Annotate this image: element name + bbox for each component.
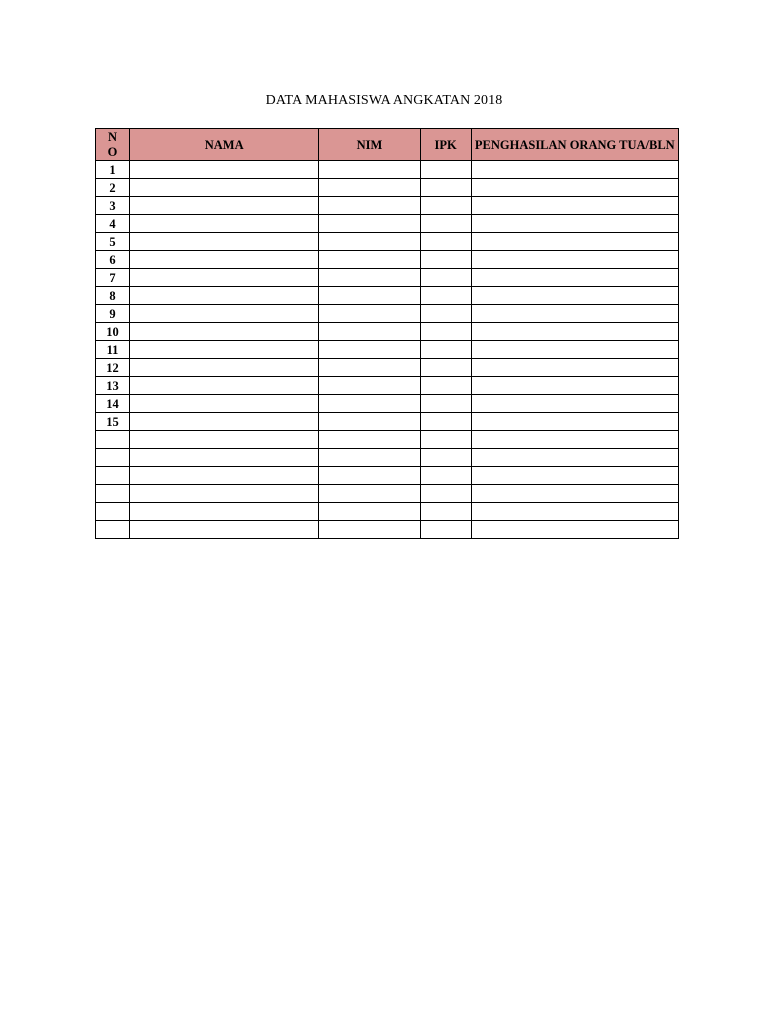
cell-no: 9 xyxy=(96,305,130,323)
cell-nim xyxy=(319,251,420,269)
table-row xyxy=(96,413,679,431)
cell-penghasilan xyxy=(471,521,678,539)
cell-no: 3 xyxy=(96,197,130,215)
cell-ipk xyxy=(420,161,471,179)
cell-ipk xyxy=(420,359,471,377)
cell-nim xyxy=(319,233,420,251)
cell-ipk xyxy=(420,197,471,215)
cell-nama xyxy=(130,251,319,269)
cell-penghasilan xyxy=(471,359,678,377)
page-title: DATA MAHASISWA ANGKATAN 2018 xyxy=(265,93,503,108)
cell-nim xyxy=(319,485,420,503)
cell-no: 4 xyxy=(96,215,130,233)
cell-nim xyxy=(319,215,420,233)
cell-nim xyxy=(319,287,420,305)
cell-no xyxy=(96,521,130,539)
cell-nim xyxy=(319,413,420,431)
cell-nim xyxy=(319,161,420,179)
cell-penghasilan xyxy=(471,323,678,341)
cell-nim xyxy=(319,359,420,377)
table-row xyxy=(96,377,679,395)
cell-penghasilan xyxy=(471,449,678,467)
cell-penghasilan xyxy=(471,287,678,305)
cell-no: 15 xyxy=(96,413,130,431)
cell-nama xyxy=(130,431,319,449)
cell-penghasilan xyxy=(471,467,678,485)
cell-penghasilan xyxy=(471,395,678,413)
cell-penghasilan xyxy=(471,503,678,521)
cell-ipk xyxy=(420,323,471,341)
cell-ipk xyxy=(420,449,471,467)
cell-ipk xyxy=(420,395,471,413)
column-header-no xyxy=(96,129,130,161)
cell-penghasilan xyxy=(471,431,678,449)
cell-penghasilan xyxy=(471,341,678,359)
cell-nim xyxy=(319,269,420,287)
cell-nim xyxy=(319,503,420,521)
cell-nim xyxy=(319,467,420,485)
cell-nama xyxy=(130,467,319,485)
cell-nama xyxy=(130,269,319,287)
cell-no: 8 xyxy=(96,287,130,305)
column-header-penghasilan: PENGHASILAN ORANG TUA/BLN xyxy=(471,129,678,161)
cell-ipk xyxy=(420,503,471,521)
cell-nim xyxy=(319,197,420,215)
table-row xyxy=(96,233,679,251)
cell-nim xyxy=(319,449,420,467)
cell-nim xyxy=(319,431,420,449)
cell-nama xyxy=(130,305,319,323)
cell-nama xyxy=(130,395,319,413)
cell-nama xyxy=(130,323,319,341)
cell-ipk xyxy=(420,251,471,269)
cell-penghasilan xyxy=(471,161,678,179)
column-header-nim: NIM xyxy=(319,129,420,161)
cell-no xyxy=(96,485,130,503)
cell-no: 14 xyxy=(96,395,130,413)
cell-nim xyxy=(319,179,420,197)
cell-nim xyxy=(319,341,420,359)
cell-ipk xyxy=(420,521,471,539)
cell-ipk xyxy=(420,341,471,359)
cell-no: 5 xyxy=(96,233,130,251)
cell-nama xyxy=(130,485,319,503)
cell-penghasilan xyxy=(471,179,678,197)
cell-nama xyxy=(130,503,319,521)
cell-nim xyxy=(319,395,420,413)
cell-nim xyxy=(319,377,420,395)
cell-penghasilan xyxy=(471,197,678,215)
table-row xyxy=(96,521,679,539)
cell-ipk xyxy=(420,305,471,323)
cell-nama xyxy=(130,521,319,539)
cell-penghasilan xyxy=(471,233,678,251)
table-row xyxy=(96,215,679,233)
cell-no: 7 xyxy=(96,269,130,287)
table-row xyxy=(96,485,679,503)
cell-penghasilan xyxy=(471,269,678,287)
cell-nama xyxy=(130,413,319,431)
cell-ipk xyxy=(420,233,471,251)
table-row xyxy=(96,395,679,413)
cell-ipk xyxy=(420,179,471,197)
table-row xyxy=(96,341,679,359)
cell-penghasilan xyxy=(471,215,678,233)
cell-nama xyxy=(130,197,319,215)
cell-ipk xyxy=(420,485,471,503)
table-row xyxy=(96,179,679,197)
table-row xyxy=(96,503,679,521)
table-row xyxy=(96,197,679,215)
table-header-row xyxy=(96,129,679,161)
cell-nama xyxy=(130,449,319,467)
table-row xyxy=(96,359,679,377)
cell-ipk xyxy=(420,269,471,287)
cell-nim xyxy=(319,323,420,341)
cell-nama xyxy=(130,287,319,305)
column-header-nama: NAMA xyxy=(130,129,319,161)
cell-nama xyxy=(130,215,319,233)
cell-no xyxy=(96,449,130,467)
cell-nama xyxy=(130,359,319,377)
cell-ipk xyxy=(420,377,471,395)
table-row xyxy=(96,323,679,341)
cell-nim xyxy=(319,521,420,539)
table-row xyxy=(96,467,679,485)
cell-no: 2 xyxy=(96,179,130,197)
cell-no: 10 xyxy=(96,323,130,341)
table-row xyxy=(96,449,679,467)
table-row xyxy=(96,431,679,449)
cell-no: 11 xyxy=(96,341,130,359)
table-row xyxy=(96,287,679,305)
cell-no: 12 xyxy=(96,359,130,377)
cell-no xyxy=(96,467,130,485)
cell-penghasilan xyxy=(471,251,678,269)
table-row xyxy=(96,305,679,323)
cell-penghasilan xyxy=(471,305,678,323)
cell-ipk xyxy=(420,431,471,449)
cell-no xyxy=(96,431,130,449)
table-body xyxy=(96,161,679,539)
cell-no: 1 xyxy=(96,161,130,179)
cell-nama xyxy=(130,233,319,251)
column-header-no-label: NO xyxy=(107,129,118,159)
cell-nama xyxy=(130,377,319,395)
cell-nama xyxy=(130,179,319,197)
cell-ipk xyxy=(420,413,471,431)
cell-penghasilan xyxy=(471,413,678,431)
table-row xyxy=(96,161,679,179)
cell-penghasilan xyxy=(471,377,678,395)
cell-ipk xyxy=(420,467,471,485)
student-data-table xyxy=(95,128,679,539)
cell-no xyxy=(96,503,130,521)
column-header-ipk: IPK xyxy=(420,129,471,161)
table-row xyxy=(96,269,679,287)
cell-nim xyxy=(319,305,420,323)
cell-nama xyxy=(130,161,319,179)
cell-no: 13 xyxy=(96,377,130,395)
cell-nama xyxy=(130,341,319,359)
cell-no: 6 xyxy=(96,251,130,269)
cell-ipk xyxy=(420,287,471,305)
table-row xyxy=(96,251,679,269)
cell-penghasilan xyxy=(471,485,678,503)
cell-ipk xyxy=(420,215,471,233)
